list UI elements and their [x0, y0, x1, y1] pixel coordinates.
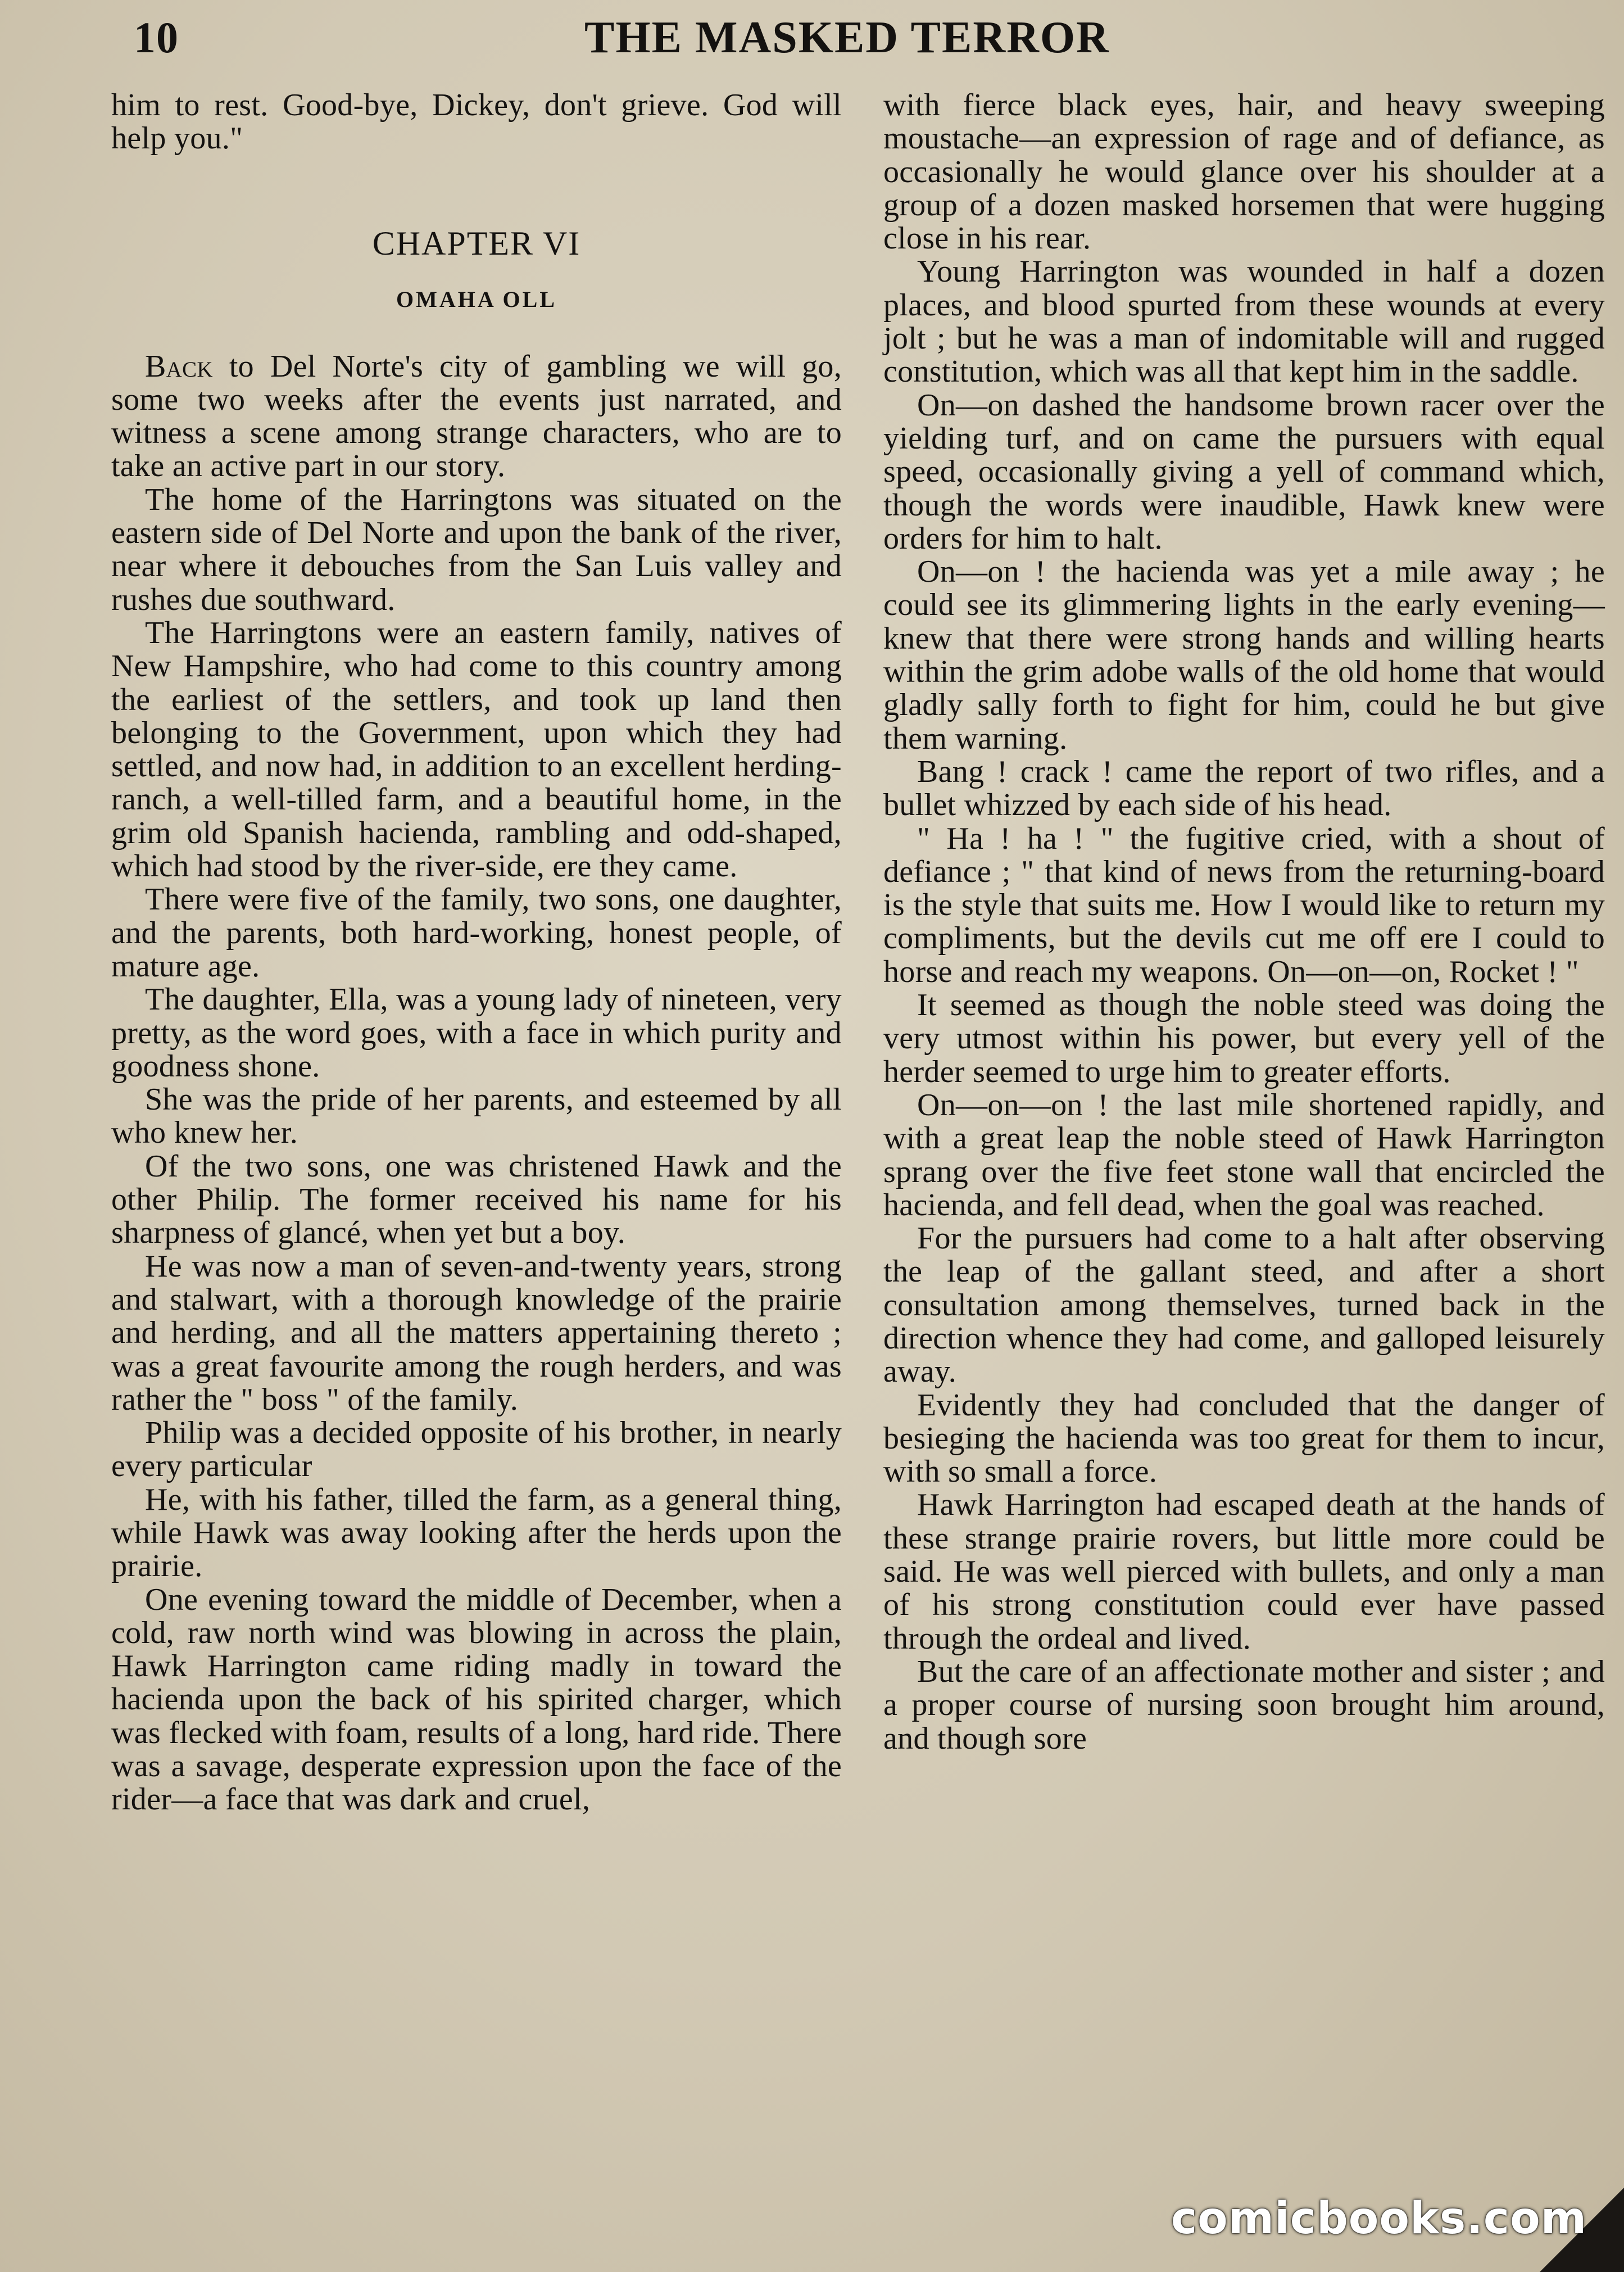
paragraph: [111, 350, 842, 483]
chapter-heading: CHAPTER VI: [372, 224, 581, 262]
paragraph: He was now a man of seven-and-twenty years, strong and stalwart, with a thorough knowledge of the prairie and herding, and all the matters appertaining thereto ; was a great favourite among the rough herders, and was rather the " boss " of the family.: [111, 1248, 842, 1417]
left-column: [111, 89, 842, 1817]
paragraph: But the care of an affectionate mother and sister ; and a proper course of nursing soon brought him around, and though sore: [883, 1654, 1605, 1756]
paragraph: The home of the Harringtons was situated on the eastern side of Del Norte and upon the bank of the river, near where it debouches from the San Luis valley and rushes due southward.: [111, 482, 842, 617]
paragraph: him to rest. Good-bye, Dickey, don't grieve. God will help you.": [111, 88, 842, 156]
paragraph: For the pursuers had come to a halt after observing the leap of the gallant steed, and after a short consultation among themselves, turned back in the direction whence they had come, and galloped leisurely away.: [883, 1221, 1605, 1390]
paragraph-text: to Del Norte's city of gambling we will go, some two weeks after the events just narrated, and witness a scene among strange characters, who are to take an active part in our story.: [111, 349, 842, 484]
paragraph: One evening toward the middle of December, when a cold, raw north wind was blowing in across the plain, Hawk Harrington came riding madly in toward the hacienda upon the back of his spirited charger, which was flecked with foam, results of a long, hard ride. There was a savage, desperate expression upon the face of the rider—a face that was dark and cruel,: [111, 1582, 842, 1817]
paragraph: On—on dashed the handsome brown racer over the yielding turf, and on came the pursuers with equal speed, occasionally giving a yell of command which, though the words were inaudible, Hawk knew were orders for him to halt.: [883, 387, 1605, 556]
paragraph: The daughter, Ella, was a young lady of nineteen, very pretty, as the word goes, with a face in which purity and goodness shone.: [111, 982, 842, 1084]
paragraph: He, with his father, tilled the farm, as a general thing, while Hawk was away looking after the herds upon the prairie.: [111, 1482, 842, 1584]
right-column: [883, 89, 1605, 1755]
paragraph: Hawk Harrington had escaped death at the hands of these strange prairie rovers, but little more could be said. He was well pierced with bullets, and only a man of his strong constitution could ever have passed through the ordeal and lived.: [883, 1487, 1605, 1656]
paragraph: There were five of the family, two sons, one daughter, and the parents, both hard-working, honest people, of mature age.: [111, 882, 842, 984]
page-number: 10: [134, 13, 179, 62]
paragraph: On—on—on ! the last mile shortened rapidly, and with a great leap the noble steed of Hawk Harrington sprang over the five feet stone wall that encircled the hacienda, and fell dead, when the goal was reached.: [883, 1087, 1605, 1223]
paragraph: with fierce black eyes, hair, and heavy sweeping moustache—an expression of rage and of defiance, as occasionally he would glance over his shoulder at a group of a dozen masked horsemen that were hugging close in his rear.: [883, 88, 1605, 256]
drop-word: Back: [145, 349, 213, 384]
paragraph: Young Harrington was wounded in half a dozen places, and blood spurted from these wounds at every jolt ; but he was a man of indomitable will and rugged constitution, which was all that kept him in the saddle.: [883, 254, 1605, 390]
paragraph: Bang ! crack ! came the report of two rifles, and a bullet whizzed by each side of his head.: [883, 754, 1605, 823]
watermark: comicbooks.com: [1171, 2193, 1587, 2244]
running-title: THE MASKED TERROR: [584, 13, 1110, 62]
paragraph: She was the pride of her parents, and esteemed by all who knew her.: [111, 1082, 842, 1151]
paragraph: It seemed as though the noble steed was doing the very utmost within his power, but every yell of the herder seemed to urge him to greater efforts.: [883, 988, 1605, 1089]
paragraph: On—on ! the hacienda was yet a mile away ; he could see its glimmering lights in the early evening—knew that there were strong hands and willing hearts within the grim adobe walls of the old home that would gladly sally forth to fight for him, could he but give them warning.: [883, 554, 1605, 756]
paragraph: The Harringtons were an eastern family, natives of New Hampshire, who had come to this country among the earliest of the settlers, and took up land then belonging to the Government, upon which they had settled, and now had, in addition to an excellent herding-ranch, a well-tilled farm, and a beautiful home, in the grim old Spanish hacienda, rambling and odd-shaped, which had stood by the river-side, ere they came.: [111, 615, 842, 884]
chapter-subtitle: OMAHA OLL: [396, 286, 557, 312]
paragraph: Philip was a decided opposite of his brother, in nearly every particular: [111, 1415, 842, 1484]
paragraph: " Ha ! ha ! " the fugitive cried, with a shout of defiance ; " that kind of news from the returning-board is the style that suits me. How I would like to return my compliments, but the devils cut me off ere I could to horse and reach my weapons. On—on—on, Rocket ! ": [883, 821, 1605, 989]
paragraph: Evidently they had concluded that the danger of besieging the hacienda was too great for them to incur, with so small a force.: [883, 1387, 1605, 1490]
paragraph: Of the two sons, one was christened Hawk and the other Philip. The former received his name for his sharpness of glancé, when yet but a boy.: [111, 1148, 842, 1251]
